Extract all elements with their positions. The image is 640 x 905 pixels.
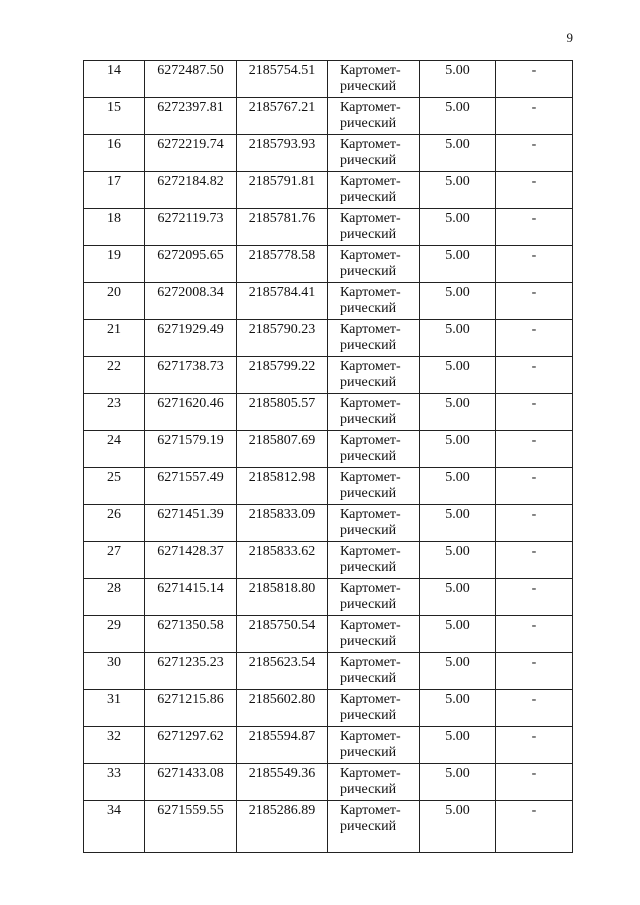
method-line-1: Картомет- bbox=[340, 544, 401, 559]
coord-x-cell: 6271620.46 bbox=[145, 394, 237, 431]
note-cell: - bbox=[496, 172, 573, 209]
accuracy-cell: 5.00 bbox=[420, 579, 496, 616]
table-row bbox=[84, 394, 573, 431]
method-line-2: рический bbox=[340, 819, 397, 834]
accuracy-cell: 5.00 bbox=[420, 431, 496, 468]
note-cell: - bbox=[496, 431, 573, 468]
table-row bbox=[84, 431, 573, 468]
method-line-2: рический bbox=[340, 338, 397, 353]
accuracy-cell: 5.00 bbox=[420, 209, 496, 246]
coord-x-cell: 6272219.74 bbox=[145, 135, 237, 172]
method-line-2: рический bbox=[340, 375, 397, 390]
coord-y-cell: 2185833.62 bbox=[237, 542, 328, 579]
coord-x-cell: 6271579.19 bbox=[145, 431, 237, 468]
method-cell bbox=[328, 616, 420, 653]
coord-x-cell: 6271559.55 bbox=[145, 801, 237, 853]
accuracy-cell: 5.00 bbox=[420, 653, 496, 690]
method-cell bbox=[328, 690, 420, 727]
method-line-2: рический bbox=[340, 116, 397, 131]
accuracy-cell: 5.00 bbox=[420, 542, 496, 579]
accuracy-cell: 5.00 bbox=[420, 690, 496, 727]
method-line-1: Картомет- bbox=[340, 433, 401, 448]
coord-y-cell: 2185833.09 bbox=[237, 505, 328, 542]
method-line-1: Картомет- bbox=[340, 137, 401, 152]
method-cell bbox=[328, 135, 420, 172]
point-number-cell: 33 bbox=[84, 764, 145, 801]
coord-x-cell: 6271433.08 bbox=[145, 764, 237, 801]
table-row bbox=[84, 61, 573, 98]
point-number-cell: 25 bbox=[84, 468, 145, 505]
method-line-1: Картомет- bbox=[340, 322, 401, 337]
note-cell: - bbox=[496, 209, 573, 246]
point-number-cell: 26 bbox=[84, 505, 145, 542]
table-row bbox=[84, 172, 573, 209]
note-cell: - bbox=[496, 135, 573, 172]
table-row bbox=[84, 727, 573, 764]
table-row bbox=[84, 653, 573, 690]
point-number-cell: 28 bbox=[84, 579, 145, 616]
method-line-2: рический bbox=[340, 782, 397, 797]
table-row bbox=[84, 616, 573, 653]
method-line-2: рический bbox=[340, 671, 397, 686]
coord-x-cell: 6271738.73 bbox=[145, 357, 237, 394]
coord-y-cell: 2185799.22 bbox=[237, 357, 328, 394]
table-row bbox=[84, 764, 573, 801]
note-cell: - bbox=[496, 616, 573, 653]
table-row bbox=[84, 98, 573, 135]
note-cell: - bbox=[496, 468, 573, 505]
coord-y-cell: 2185623.54 bbox=[237, 653, 328, 690]
note-cell: - bbox=[496, 357, 573, 394]
note-cell: - bbox=[496, 764, 573, 801]
point-number-cell: 20 bbox=[84, 283, 145, 320]
note-cell: - bbox=[496, 579, 573, 616]
table-row bbox=[84, 246, 573, 283]
method-cell bbox=[328, 246, 420, 283]
method-cell bbox=[328, 468, 420, 505]
method-line-2: рический bbox=[340, 264, 397, 279]
method-line-2: рический bbox=[340, 634, 397, 649]
note-cell: - bbox=[496, 727, 573, 764]
point-number-cell: 24 bbox=[84, 431, 145, 468]
note-cell: - bbox=[496, 801, 573, 853]
coord-x-cell: 6271428.37 bbox=[145, 542, 237, 579]
method-cell bbox=[328, 727, 420, 764]
note-cell: - bbox=[496, 653, 573, 690]
method-cell bbox=[328, 505, 420, 542]
method-line-2: рический bbox=[340, 449, 397, 464]
coord-y-cell: 2185805.57 bbox=[237, 394, 328, 431]
table-row bbox=[84, 135, 573, 172]
coordinates-table bbox=[83, 60, 573, 853]
accuracy-cell: 5.00 bbox=[420, 505, 496, 542]
point-number-cell: 16 bbox=[84, 135, 145, 172]
method-line-2: рический bbox=[340, 301, 397, 316]
table-row bbox=[84, 357, 573, 394]
point-number-cell: 31 bbox=[84, 690, 145, 727]
coord-x-cell: 6271557.49 bbox=[145, 468, 237, 505]
method-line-2: рический bbox=[340, 708, 397, 723]
table-row bbox=[84, 283, 573, 320]
method-line-2: рический bbox=[340, 79, 397, 94]
coordinates-table-body bbox=[84, 61, 573, 853]
method-line-2: рический bbox=[340, 153, 397, 168]
method-line-2: рический bbox=[340, 597, 397, 612]
method-cell bbox=[328, 172, 420, 209]
coord-y-cell: 2185784.41 bbox=[237, 283, 328, 320]
note-cell: - bbox=[496, 61, 573, 98]
point-number-cell: 17 bbox=[84, 172, 145, 209]
coord-x-cell: 6271929.49 bbox=[145, 320, 237, 357]
accuracy-cell: 5.00 bbox=[420, 320, 496, 357]
method-cell bbox=[328, 357, 420, 394]
point-number-cell: 19 bbox=[84, 246, 145, 283]
coord-x-cell: 6271451.39 bbox=[145, 505, 237, 542]
method-line-1: Картомет- bbox=[340, 581, 401, 596]
method-line-1: Картомет- bbox=[340, 211, 401, 226]
coord-y-cell: 2185778.58 bbox=[237, 246, 328, 283]
coord-x-cell: 6271235.23 bbox=[145, 653, 237, 690]
method-line-1: Картомет- bbox=[340, 359, 401, 374]
note-cell: - bbox=[496, 283, 573, 320]
coord-y-cell: 2185602.80 bbox=[237, 690, 328, 727]
point-number-cell: 18 bbox=[84, 209, 145, 246]
point-number-cell: 22 bbox=[84, 357, 145, 394]
accuracy-cell: 5.00 bbox=[420, 801, 496, 853]
method-line-1: Картомет- bbox=[340, 729, 401, 744]
coord-y-cell: 2185754.51 bbox=[237, 61, 328, 98]
coord-y-cell: 2185807.69 bbox=[237, 431, 328, 468]
note-cell: - bbox=[496, 320, 573, 357]
method-line-2: рический bbox=[340, 560, 397, 575]
accuracy-cell: 5.00 bbox=[420, 727, 496, 764]
method-cell bbox=[328, 320, 420, 357]
accuracy-cell: 5.00 bbox=[420, 98, 496, 135]
table-row bbox=[84, 801, 573, 853]
coord-x-cell: 6272008.34 bbox=[145, 283, 237, 320]
accuracy-cell: 5.00 bbox=[420, 246, 496, 283]
table-row bbox=[84, 468, 573, 505]
method-line-1: Картомет- bbox=[340, 248, 401, 263]
coord-x-cell: 6272184.82 bbox=[145, 172, 237, 209]
note-cell: - bbox=[496, 542, 573, 579]
table-row bbox=[84, 209, 573, 246]
coord-y-cell: 2185286.89 bbox=[237, 801, 328, 853]
coord-x-cell: 6271215.86 bbox=[145, 690, 237, 727]
table-row bbox=[84, 542, 573, 579]
method-line-1: Картомет- bbox=[340, 285, 401, 300]
table-row bbox=[84, 505, 573, 542]
method-line-1: Картомет- bbox=[340, 470, 401, 485]
coord-y-cell: 2185791.81 bbox=[237, 172, 328, 209]
note-cell: - bbox=[496, 98, 573, 135]
method-line-1: Картомет- bbox=[340, 803, 401, 818]
table-row bbox=[84, 579, 573, 616]
coord-x-cell: 6271350.58 bbox=[145, 616, 237, 653]
coord-y-cell: 2185781.76 bbox=[237, 209, 328, 246]
method-cell bbox=[328, 542, 420, 579]
method-cell bbox=[328, 61, 420, 98]
coord-x-cell: 6272487.50 bbox=[145, 61, 237, 98]
method-line-2: рический bbox=[340, 412, 397, 427]
method-cell bbox=[328, 431, 420, 468]
point-number-cell: 29 bbox=[84, 616, 145, 653]
coord-y-cell: 2185790.23 bbox=[237, 320, 328, 357]
method-line-1: Картомет- bbox=[340, 174, 401, 189]
point-number-cell: 30 bbox=[84, 653, 145, 690]
method-cell bbox=[328, 764, 420, 801]
accuracy-cell: 5.00 bbox=[420, 394, 496, 431]
accuracy-cell: 5.00 bbox=[420, 616, 496, 653]
accuracy-cell: 5.00 bbox=[420, 357, 496, 394]
coord-y-cell: 2185594.87 bbox=[237, 727, 328, 764]
page-number: 9 bbox=[566, 30, 573, 45]
note-cell: - bbox=[496, 505, 573, 542]
coord-y-cell: 2185549.36 bbox=[237, 764, 328, 801]
coord-x-cell: 6272119.73 bbox=[145, 209, 237, 246]
method-line-1: Картомет- bbox=[340, 507, 401, 522]
coord-x-cell: 6271297.62 bbox=[145, 727, 237, 764]
coord-y-cell: 2185812.98 bbox=[237, 468, 328, 505]
accuracy-cell: 5.00 bbox=[420, 468, 496, 505]
method-line-2: рический bbox=[340, 486, 397, 501]
note-cell: - bbox=[496, 690, 573, 727]
method-line-2: рический bbox=[340, 227, 397, 242]
accuracy-cell: 5.00 bbox=[420, 283, 496, 320]
method-line-2: рический bbox=[340, 523, 397, 538]
method-line-2: рический bbox=[340, 190, 397, 205]
table-row bbox=[84, 320, 573, 357]
coord-x-cell: 6272095.65 bbox=[145, 246, 237, 283]
method-line-1: Картомет- bbox=[340, 655, 401, 670]
coord-x-cell: 6271415.14 bbox=[145, 579, 237, 616]
method-cell bbox=[328, 283, 420, 320]
coord-x-cell: 6272397.81 bbox=[145, 98, 237, 135]
method-cell bbox=[328, 801, 420, 853]
coord-y-cell: 2185793.93 bbox=[237, 135, 328, 172]
accuracy-cell: 5.00 bbox=[420, 61, 496, 98]
point-number-cell: 14 bbox=[84, 61, 145, 98]
method-cell bbox=[328, 579, 420, 616]
point-number-cell: 15 bbox=[84, 98, 145, 135]
method-cell bbox=[328, 394, 420, 431]
point-number-cell: 21 bbox=[84, 320, 145, 357]
method-cell bbox=[328, 98, 420, 135]
coord-y-cell: 2185767.21 bbox=[237, 98, 328, 135]
point-number-cell: 34 bbox=[84, 801, 145, 853]
method-line-1: Картомет- bbox=[340, 100, 401, 115]
accuracy-cell: 5.00 bbox=[420, 172, 496, 209]
method-line-1: Картомет- bbox=[340, 692, 401, 707]
method-line-1: Картомет- bbox=[340, 618, 401, 633]
note-cell: - bbox=[496, 246, 573, 283]
point-number-cell: 32 bbox=[84, 727, 145, 764]
point-number-cell: 23 bbox=[84, 394, 145, 431]
table-row bbox=[84, 690, 573, 727]
method-cell bbox=[328, 653, 420, 690]
accuracy-cell: 5.00 bbox=[420, 135, 496, 172]
method-cell bbox=[328, 209, 420, 246]
method-line-1: Картомет- bbox=[340, 766, 401, 781]
method-line-1: Картомет- bbox=[340, 63, 401, 78]
accuracy-cell: 5.00 bbox=[420, 764, 496, 801]
note-cell: - bbox=[496, 394, 573, 431]
coord-y-cell: 2185818.80 bbox=[237, 579, 328, 616]
method-line-1: Картомет- bbox=[340, 396, 401, 411]
point-number-cell: 27 bbox=[84, 542, 145, 579]
coord-y-cell: 2185750.54 bbox=[237, 616, 328, 653]
method-line-2: рический bbox=[340, 745, 397, 760]
